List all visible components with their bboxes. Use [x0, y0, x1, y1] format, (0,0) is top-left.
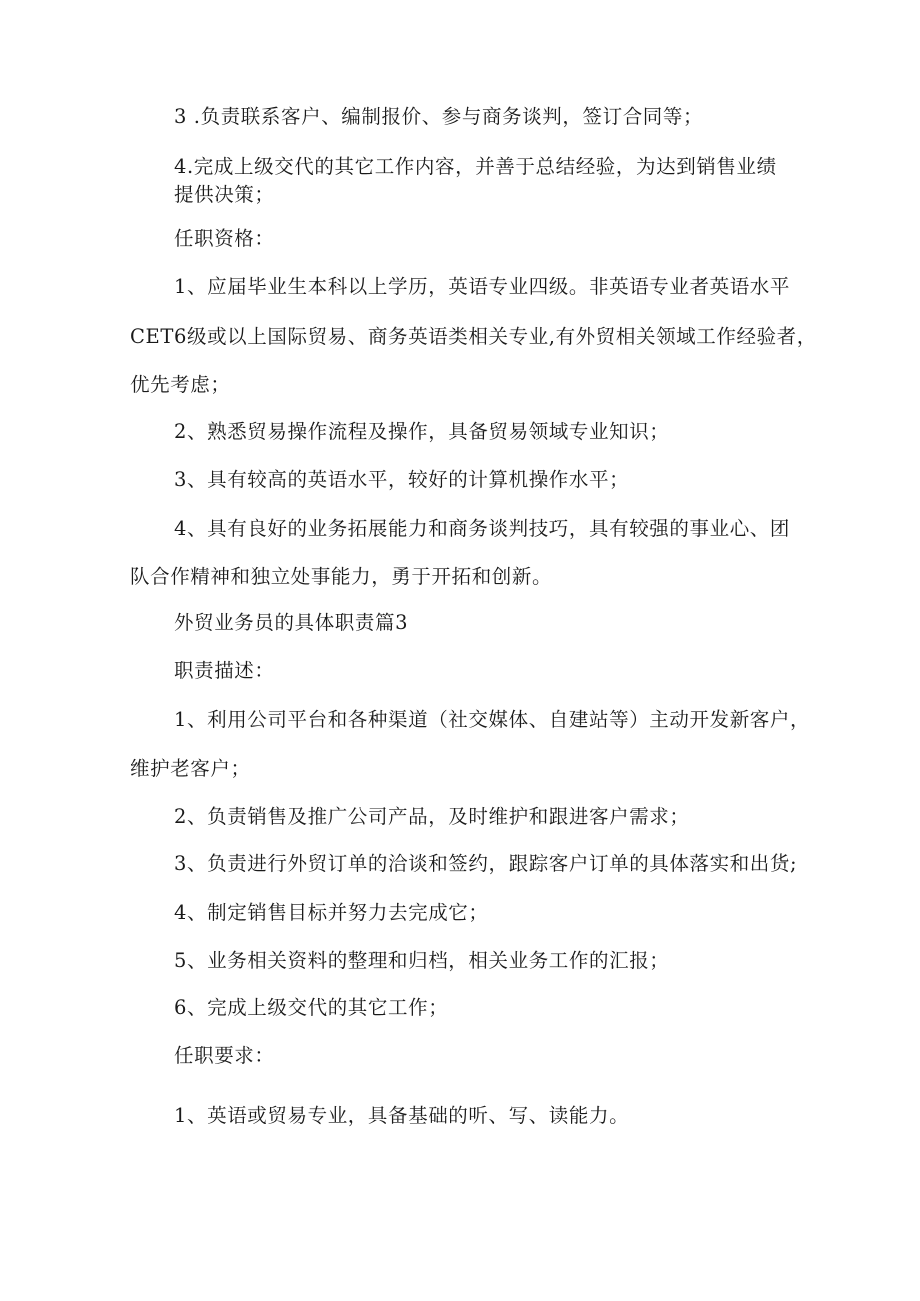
duty-desc-item-2: 2、负责销售及推广公司产品，及时维护和跟进客户需求； — [174, 805, 690, 828]
duty-item-4-line-1: 4.完成上级交代的其它工作内容，并善于总结经验，为达到销售业绩 — [174, 155, 777, 178]
qualification-item-1-line-1: 1、应届毕业生本科以上学历，英语专业四级。非英语专业者英语水平 — [174, 275, 791, 298]
duty-desc-item-1-line-1: 1、利用公司平台和各种渠道（社交媒体、自建站等）主动开发新客户， — [174, 708, 811, 731]
section-title-part-3: 外贸业务员的具体职责篇3 — [174, 611, 409, 634]
duty-desc-item-3: 3、负责进行外贸订单的洽谈和签约，跟踪客户订单的具体落实和出货; — [174, 852, 798, 875]
duties-heading: 职责描述： — [174, 659, 275, 682]
qualification-item-1-line-2: CET6级或以上国际贸易、商务英语类相关专业,有外贸相关领域工作经验者， — [130, 325, 817, 348]
qualification-item-4-line-2: 队合作精神和独立处事能力，勇于开拓和创新。 — [130, 565, 553, 588]
qualification-item-3: 3、具有较高的英语水平，较好的计算机操作水平； — [174, 468, 630, 491]
duty-desc-item-1-line-2: 维护老客户； — [130, 757, 251, 780]
duty-desc-item-6: 6、完成上级交代的其它工作； — [174, 996, 449, 1019]
duty-item-3: 3 .负责联系客户、编制报价、参与商务谈判，签订合同等； — [174, 105, 704, 128]
qualification-item-1-line-3: 优先考虑； — [130, 373, 231, 396]
requirement-item-1: 1、英语或贸易专业，具备基础的听、写、读能力。 — [174, 1104, 630, 1127]
duty-item-4-line-2: 提供决策； — [174, 183, 275, 206]
duty-desc-item-5: 5、业务相关资料的整理和归档，相关业务工作的汇报； — [174, 949, 670, 972]
qualifications-heading: 任职资格： — [174, 227, 275, 250]
qualification-item-4-line-1: 4、具有良好的业务拓展能力和商务谈判技巧，具有较强的事业心、团 — [174, 517, 791, 540]
duty-desc-item-4: 4、制定销售目标并努力去完成它； — [174, 901, 489, 924]
requirements-heading: 任职要求： — [174, 1044, 275, 1067]
qualification-item-2: 2、熟悉贸易操作流程及操作，具备贸易领域专业知识； — [174, 420, 670, 443]
